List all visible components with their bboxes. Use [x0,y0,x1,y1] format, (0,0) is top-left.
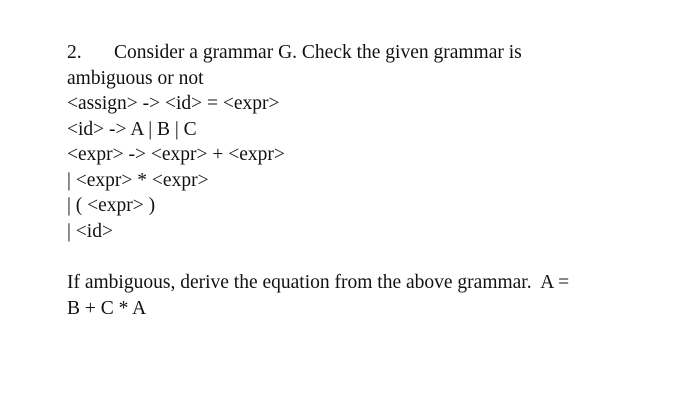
grammar-rule: <assign> -> <id> = <expr> [67,93,280,114]
grammar-rule: <id> -> A | B | C [67,118,197,140]
task-line-2: B + C * A [67,297,147,319]
question-header [67,40,667,66]
question-number: 2. [67,42,82,63]
task-line-1: If ambiguous, derive the equation from the above grammar. A = [67,272,570,293]
question-document [67,40,667,321]
grammar-rule: <expr> -> <expr> + <expr> [67,144,285,165]
paragraph-spacer [67,244,667,270]
question-prompt-line-2: ambiguous or not [67,67,204,89]
question-prompt-line-1: Consider a grammar G. Check the given grammar is [114,42,522,63]
grammar-rule: | ( <expr> ) [67,195,156,216]
grammar-rule: | <id> [67,220,113,242]
grammar-rule: | <expr> * <expr> [67,169,209,191]
